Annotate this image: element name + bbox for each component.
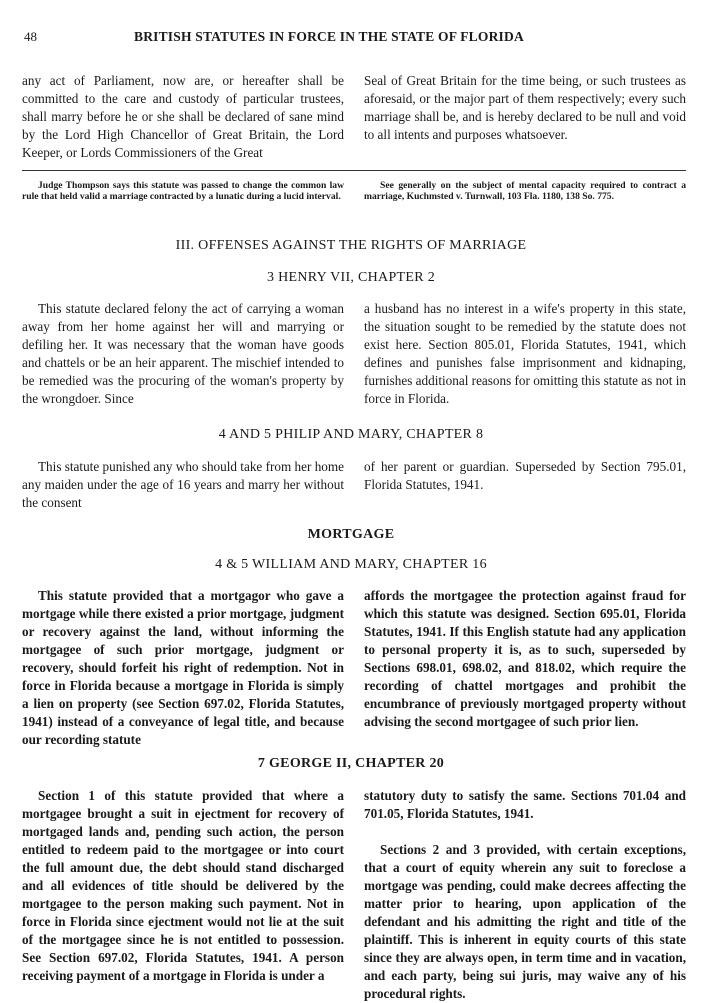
paragraph: This statute declared felony the act of carrying a woman away from her home against her will and marrying or defiling her. It was necessary that the woman have goods and chattels or be an heir apparent. The mischief intended to be remedied was the procuring of the woman's property by the wrongdoer. Since <box>22 301 344 406</box>
statute-body <box>22 587 686 749</box>
paragraph: Sections 2 and 3 provided, with certain exceptions, that a court of equity wherein any suit to foreclose a mortgage was pending, could make decrees affecting the matter prior to hearing, upon application of the defendant and his admitting the right and title of the plaintiff. This is inherent in equity courts of this state since they are always open, in term time and in vacation, and each party, being sui juris, may waive any of his procedural rights. <box>364 842 686 1001</box>
continued-text <box>22 72 686 162</box>
section-heading: III. OFFENSES AGAINST THE RIGHTS OF MARRIAGE <box>175 238 527 253</box>
statute-title: 4 & 5 WILLIAM AND MARY, CHAPTER 16 <box>215 557 487 572</box>
statute-body <box>22 787 686 1003</box>
paragraph: any act of Parliament, now are, or hereafter shall be committed to the care and custody of particular trustees, shall marry before he or she shall be declared of sane mind by the Lord High Chancellor of Great Britain, the Lord Keeper, or Lords Commissioners of the Great <box>22 73 344 160</box>
paragraph: This statute punished any who should take from her home any maiden under the age of 16 years and marry her without the consent <box>22 459 344 510</box>
paragraph: affords the mortgagee the protection against fraud for which this statute was designed. Section 695.01, Florida Statutes, 1941. If this English statute had any application to personal property it is, as to such, superseded by Sections 698.01, 698.02, and 818.02, which require the recording of chattel mortgages and prohibit the encumbrance of previously mortgaged property without advising the second mortgagee of such prior lien. <box>364 588 686 729</box>
footnote-right <box>364 181 686 202</box>
footnote-text: Judge Thompson says this statute was passed to change the common law rule that held valid a marriage contracted by a lunatic during a lucid interval. <box>22 180 344 202</box>
statute-body-left <box>22 587 344 749</box>
statute-body-right <box>364 300 686 408</box>
statute-title: 4 AND 5 PHILIP AND MARY, CHAPTER 8 <box>218 427 484 442</box>
statute-body <box>22 458 686 512</box>
footnote-text: See generally on the subject of mental capacity required to contract a marriage, Kuchmsted v. Turnwall, 103 Fla. 1180, 138 So. 775. <box>364 180 686 202</box>
statute-body <box>22 300 686 408</box>
footnote-left <box>22 181 344 202</box>
paragraph: statutory duty to satisfy the same. Sections 701.04 and 701.05, Florida Statutes, 1941. <box>364 788 686 821</box>
continued-text-left <box>22 72 344 162</box>
paragraph: a husband has no interest in a wife's property in this state, the situation sought to be remedied by the statute does not exist here. Section 805.01, Florida Statutes, 1941, which defines and punishes false imprisonment and kidnaping, furnishes additional reasons for omitting this statute as not in force in Florida. <box>364 301 686 406</box>
statute-body-left <box>22 458 344 512</box>
statute-body-left <box>22 300 344 408</box>
paragraph: Seal of Great Britain for the time being, or such trustees as aforesaid, or the major part of them respectively; every such marriage shall be, and is hereby declared to be null and void to all intents and purposes whatsoever. <box>364 73 686 142</box>
page-number: 48 <box>24 29 37 44</box>
paragraph: Section 1 of this statute provided that where a mortgagee brought a suit in ejectment for recovery of mortgaged lands and, pending such action, the person entitled to redeem paid to the mortgagee or into court the full amount due, the debt should stand discharged and all evidences of title should be delivered by the mortgagee to the person making such payment. Not in force in Florida since ejectment would not lie at the suit of the mortgagee since he is not entitled to possession. See Section 697.02, Florida Statutes, 1941. A person receiving payment of a mortgage in Florida is under a <box>22 788 344 983</box>
footnote-divider <box>22 170 686 171</box>
continued-text-right <box>364 72 686 162</box>
statute-title: 7 GEORGE II, CHAPTER 20 <box>257 756 445 771</box>
paragraph: This statute provided that a mortgagor who gave a mortgage while there existed a prior mortgage, judgment or recovery against the land, without informing the mortgagee of such prior mortgage, judgment or recovery, should forfeit his right of redemption. Not in force in Florida because a mortgage in Florida is simply a lien on property (see Section 697.02, Florida Statutes, 1941) instead of a conveyance of legal title, and because our recording statute <box>22 588 344 747</box>
statute-body-right <box>364 787 686 1003</box>
footnotes <box>22 181 686 202</box>
mortgage-heading: MORTGAGE <box>307 527 395 542</box>
running-head: BRITISH STATUTES IN FORCE IN THE STATE OF FLORIDA <box>134 29 524 44</box>
paragraph: of her parent or guardian. Superseded by Section 795.01, Florida Statutes, 1941. <box>364 459 686 492</box>
statute-title: 3 HENRY VII, CHAPTER 2 <box>267 270 435 285</box>
statute-body-right <box>364 458 686 512</box>
statute-body-left <box>22 787 344 1003</box>
statute-body-right <box>364 587 686 749</box>
